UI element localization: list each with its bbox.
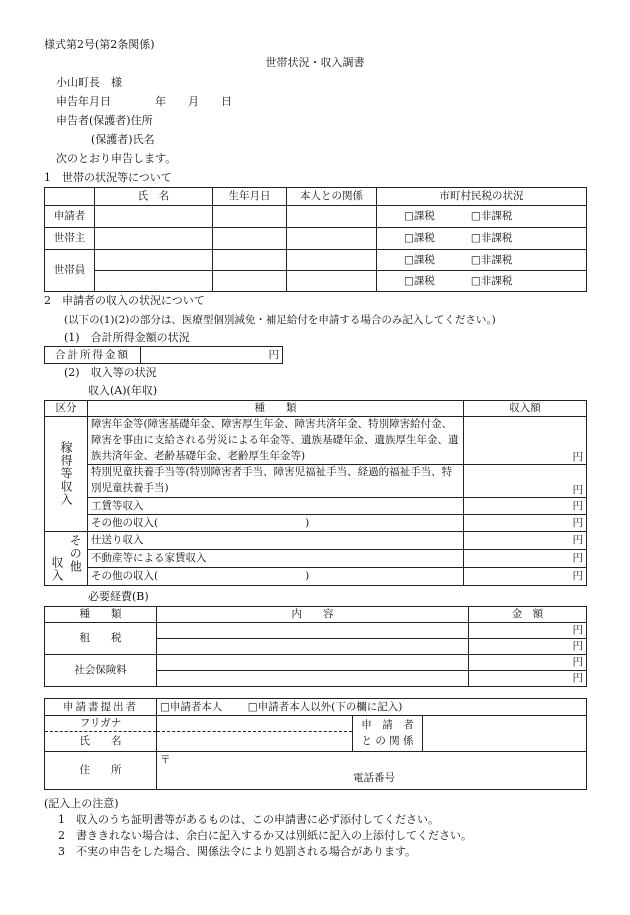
- expense-insurance-amount-2[interactable]: 円: [469, 671, 587, 687]
- header-name: 氏 名: [95, 188, 213, 206]
- expense-row-tax: 租 税: [45, 623, 157, 655]
- section2-note: (以下の(1)(2)の部分は、医療型個別減免・補足給付を申請する場合のみ記入してください。): [64, 314, 496, 326]
- total-income-label: 合計所得金額: [45, 347, 141, 364]
- expense-insurance-amount-1[interactable]: 円: [469, 655, 587, 671]
- row-label-member: 世帯員: [45, 250, 95, 292]
- furigana-label: フリガナ: [45, 716, 157, 732]
- expense-header-type: 種 類: [45, 607, 157, 623]
- expense-insurance-content-1[interactable]: [157, 655, 469, 671]
- expenses-heading: 必要経費(B): [88, 590, 149, 603]
- submitter-name-field[interactable]: [157, 732, 353, 752]
- household-header-blank: [45, 188, 95, 206]
- member2-relation-cell[interactable]: [287, 271, 377, 292]
- earned-income-group: 稼得等収入: [45, 417, 88, 532]
- header-relation: 本人との関係: [287, 188, 377, 206]
- submitter-name-label: 氏 名: [45, 732, 157, 752]
- income-row-remittance: 仕送り収入: [88, 531, 464, 549]
- notes-heading: (記入上の注意): [44, 797, 119, 810]
- applicant-birthdate-cell[interactable]: [213, 206, 287, 228]
- member2-birthdate-cell[interactable]: [213, 271, 287, 292]
- expense-header-amount: 金 額: [469, 607, 587, 623]
- total-income-table: [44, 346, 283, 364]
- nontaxed-checkbox[interactable]: □非課税: [470, 274, 513, 287]
- declaration-text: 次のとおり申告します。: [56, 152, 177, 165]
- expenses-table: [44, 606, 587, 687]
- income-table: [44, 400, 587, 586]
- expense-tax-content-2[interactable]: [157, 639, 469, 655]
- submitter-label: 申請書提出者: [45, 699, 157, 716]
- member1-birthdate-cell[interactable]: [213, 250, 287, 271]
- note-item-3: 3 不実の申告をした場合、関係法令により処罰される場合があります。: [58, 845, 417, 858]
- submitter-other-checkbox[interactable]: □申請者本人以外(下の欄に記入): [247, 700, 403, 713]
- taxed-checkbox[interactable]: □課税: [404, 210, 435, 223]
- member2-name-cell[interactable]: [95, 271, 213, 292]
- subsection2-heading: (2) 収入等の状況: [64, 366, 157, 379]
- taxed-checkbox[interactable]: □課税: [404, 253, 435, 266]
- submitter-table: [44, 698, 587, 790]
- householder-name-cell[interactable]: [95, 228, 213, 250]
- postal-mark: 〒: [160, 754, 171, 766]
- nontaxed-checkbox[interactable]: □非課税: [470, 210, 513, 223]
- income-amount-other[interactable]: 円: [464, 567, 587, 585]
- expense-tax-amount-2[interactable]: 円: [469, 639, 587, 655]
- page-title: 世帯状況・収入調書: [265, 56, 365, 69]
- income-row-other: その他の収入( ): [88, 567, 464, 585]
- applicant-name-cell[interactable]: [95, 206, 213, 228]
- income-header-category: 区分: [45, 401, 88, 417]
- filing-date: 申告年月日 年 月 日: [56, 95, 232, 108]
- submitter-address-field[interactable]: [157, 752, 587, 790]
- expense-tax-amount-1[interactable]: 円: [469, 623, 587, 639]
- applicant-relation-cell[interactable]: [287, 206, 377, 228]
- member1-relation-cell[interactable]: [287, 250, 377, 271]
- total-income-value[interactable]: [141, 347, 283, 364]
- addressee: 小山町長 様: [56, 76, 122, 89]
- expense-row-insurance: 社会保険料: [45, 655, 157, 687]
- submitter-options: [157, 699, 587, 716]
- expense-insurance-content-2[interactable]: [157, 671, 469, 687]
- income-header-type: 種 類: [88, 401, 464, 417]
- furigana-field[interactable]: [157, 716, 353, 732]
- submitter-address-label: 住 所: [45, 752, 157, 790]
- income-row-pension: 障害年金等(障害基礎年金、障害厚生年金、障害共済年金、特別障害給付金、障害を事由に支給される労災による年金等、遺族基礎年金、遺族厚生年金、遺族共済年金、老齢基礎年金、老齢厚生年金等): [88, 417, 464, 465]
- applicant-address-label: 申告者(保護者)住所: [56, 114, 153, 127]
- householder-relation-cell[interactable]: [287, 228, 377, 250]
- income-a-heading: 収入(A)(年収): [88, 384, 158, 397]
- income-header-amount: 収入額: [464, 401, 587, 417]
- phone-label: 電話番号: [353, 772, 395, 784]
- taxed-checkbox[interactable]: □課税: [404, 274, 435, 287]
- income-amount-other-earned[interactable]: 円: [464, 514, 587, 531]
- applicant-name-label: (保護者)氏名: [91, 133, 155, 146]
- household-table: [44, 187, 587, 292]
- expense-tax-content-1[interactable]: [157, 623, 469, 639]
- header-tax-status: 市町村民税の状況: [377, 188, 587, 206]
- income-amount-pension[interactable]: 円: [464, 417, 587, 465]
- income-row-other-earned: その他の収入( ): [88, 514, 464, 531]
- expense-header-content: 内 容: [157, 607, 469, 623]
- relation-label: 申 請 者 と の 関 係: [353, 716, 423, 752]
- income-amount-allowance[interactable]: 円: [464, 465, 587, 498]
- subsection1-heading: (1) 合計所得金額の状況: [64, 331, 190, 344]
- applicant-tax-cell: [377, 206, 587, 228]
- header-birthdate: 生年月日: [213, 188, 287, 206]
- householder-tax-cell: [377, 228, 587, 250]
- row-label-householder: 世帯主: [45, 228, 95, 250]
- nontaxed-checkbox[interactable]: □非課税: [470, 232, 513, 245]
- other-income-group: 収入 その他: [45, 531, 88, 585]
- taxed-checkbox[interactable]: □課税: [404, 232, 435, 245]
- income-amount-wages[interactable]: 円: [464, 497, 587, 514]
- relation-field[interactable]: [423, 716, 587, 752]
- section1-heading: 1 世帯の状況等について: [44, 171, 172, 184]
- submitter-self-checkbox[interactable]: □申請者本人: [160, 700, 223, 713]
- member1-name-cell[interactable]: [95, 250, 213, 271]
- householder-birthdate-cell[interactable]: [213, 228, 287, 250]
- section2-heading: 2 申請者の収入の状況について: [44, 294, 205, 307]
- row-label-applicant: 申請者: [45, 206, 95, 228]
- income-amount-rent[interactable]: 円: [464, 549, 587, 567]
- income-row-rent: 不動産等による家賃収入: [88, 549, 464, 567]
- form-label: 様式第2号(第2条関係): [44, 38, 155, 51]
- member2-tax-cell: [377, 271, 587, 292]
- income-row-wages: 工賃等収入: [88, 497, 464, 514]
- income-row-allowance: 特別児童扶養手当等(特別障害者手当、障害児福祉手当、経過的福祉手当、特別児童扶養手当): [88, 465, 464, 498]
- income-amount-remittance[interactable]: 円: [464, 531, 587, 549]
- nontaxed-checkbox[interactable]: □非課税: [470, 253, 513, 266]
- note-item-2: 2 書ききれない場合は、余白に記入するか又は別紙に記入の上添付してください。: [58, 829, 472, 842]
- yen-unit: 円: [268, 348, 279, 361]
- member1-tax-cell: [377, 250, 587, 271]
- note-item-1: 1 収入のうち証明書等があるものは、この申請書に必ず添付してください。: [58, 813, 439, 826]
